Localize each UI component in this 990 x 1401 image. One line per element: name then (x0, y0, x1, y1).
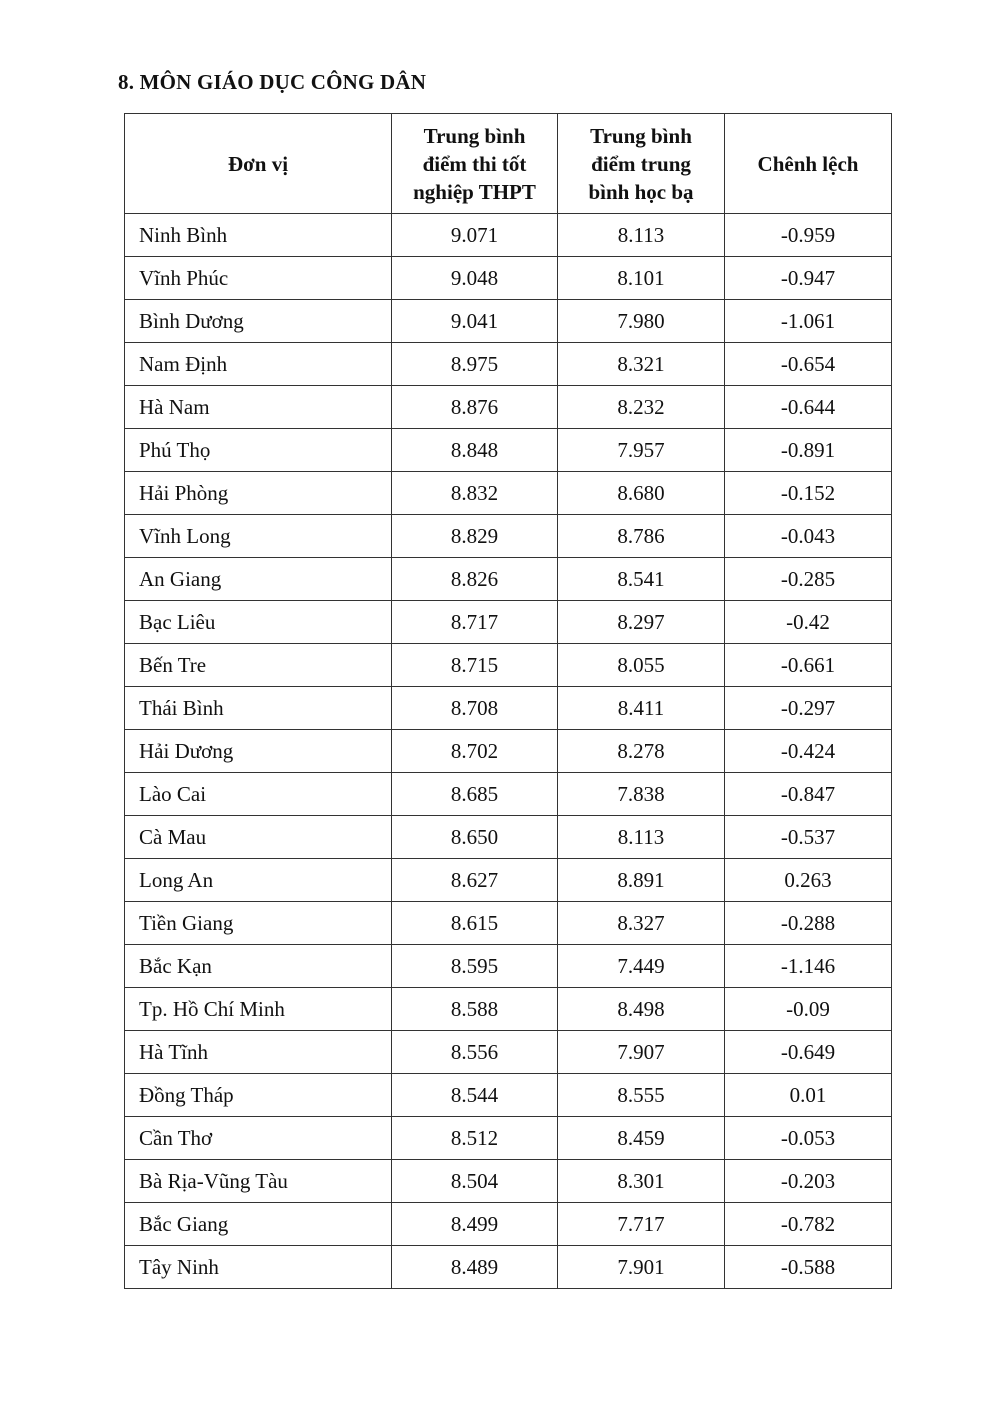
header-exam-average (392, 114, 558, 214)
difference-cell: -0.152 (725, 472, 892, 515)
transcript-average-cell: 8.278 (558, 730, 725, 773)
difference-cell: -0.285 (725, 558, 892, 601)
unit-cell: Hải Phòng (125, 472, 392, 515)
unit-cell: An Giang (125, 558, 392, 601)
unit-cell: Bình Dương (125, 300, 392, 343)
unit-cell: Nam Định (125, 343, 392, 386)
table-row (125, 257, 892, 300)
table-row (125, 601, 892, 644)
table-row (125, 472, 892, 515)
table-row (125, 343, 892, 386)
table-row (125, 558, 892, 601)
exam-average-cell: 8.829 (392, 515, 558, 558)
table-row (125, 945, 892, 988)
header-transcript-average (558, 114, 725, 214)
exam-average-cell: 8.627 (392, 859, 558, 902)
exam-average-cell: 8.650 (392, 816, 558, 859)
difference-cell: -0.424 (725, 730, 892, 773)
header-transcript-line-3: bình học bạ (588, 179, 694, 204)
transcript-average-cell: 8.301 (558, 1160, 725, 1203)
transcript-average-cell: 8.680 (558, 472, 725, 515)
unit-cell: Hải Dương (125, 730, 392, 773)
header-difference (725, 114, 892, 214)
transcript-average-cell: 8.786 (558, 515, 725, 558)
header-transcript-line-1: Trung bình (590, 123, 692, 148)
table-row (125, 300, 892, 343)
difference-cell: -0.959 (725, 214, 892, 257)
transcript-average-cell: 8.101 (558, 257, 725, 300)
difference-cell: -0.288 (725, 902, 892, 945)
unit-cell: Hà Tĩnh (125, 1031, 392, 1074)
exam-average-cell: 9.071 (392, 214, 558, 257)
table-row (125, 1246, 892, 1289)
section-title: 8. MÔN GIÁO DỤC CÔNG DÂN (118, 70, 427, 94)
unit-cell: Cần Thơ (125, 1117, 392, 1160)
unit-cell: Tp. Hồ Chí Minh (125, 988, 392, 1031)
unit-cell: Vĩnh Long (125, 515, 392, 558)
header-exam-line-2: điểm thi tốt (422, 151, 527, 176)
table-row (125, 644, 892, 687)
table-row (125, 1203, 892, 1246)
transcript-average-cell: 7.980 (558, 300, 725, 343)
exam-average-cell: 8.975 (392, 343, 558, 386)
table-row (125, 859, 892, 902)
table-row (125, 902, 892, 945)
exam-average-cell: 8.595 (392, 945, 558, 988)
exam-average-cell: 8.544 (392, 1074, 558, 1117)
difference-cell: -1.061 (725, 300, 892, 343)
difference-cell: -0.203 (725, 1160, 892, 1203)
transcript-average-cell: 7.717 (558, 1203, 725, 1246)
unit-cell: Bến Tre (125, 644, 392, 687)
unit-cell: Hà Nam (125, 386, 392, 429)
transcript-average-cell: 8.327 (558, 902, 725, 945)
unit-cell: Bắc Giang (125, 1203, 392, 1246)
header-unit-line: Đơn vị (227, 151, 289, 176)
transcript-average-cell: 8.232 (558, 386, 725, 429)
exam-average-cell: 8.708 (392, 687, 558, 730)
table-row (125, 214, 892, 257)
exam-average-cell: 8.832 (392, 472, 558, 515)
unit-cell: Bắc Kạn (125, 945, 392, 988)
difference-cell: -0.043 (725, 515, 892, 558)
exam-average-cell: 8.715 (392, 644, 558, 687)
transcript-average-cell: 8.555 (558, 1074, 725, 1117)
header-difference-line: Chênh lệch (757, 151, 859, 176)
difference-cell: -0.42 (725, 601, 892, 644)
transcript-average-cell: 7.838 (558, 773, 725, 816)
exam-average-cell: 8.588 (392, 988, 558, 1031)
difference-cell: -0.654 (725, 343, 892, 386)
table-row (125, 730, 892, 773)
table-row (125, 687, 892, 730)
table-body (125, 214, 892, 1289)
exam-average-cell: 8.499 (392, 1203, 558, 1246)
unit-cell: Cà Mau (125, 816, 392, 859)
difference-cell: -0.053 (725, 1117, 892, 1160)
transcript-average-cell: 7.907 (558, 1031, 725, 1074)
difference-cell: -0.09 (725, 988, 892, 1031)
unit-cell: Bạc Liêu (125, 601, 392, 644)
unit-cell: Tiền Giang (125, 902, 392, 945)
exam-average-cell: 8.685 (392, 773, 558, 816)
transcript-average-cell: 7.901 (558, 1246, 725, 1289)
exam-average-cell: 8.489 (392, 1246, 558, 1289)
table-row (125, 1160, 892, 1203)
header-row (125, 114, 892, 214)
transcript-average-cell: 8.459 (558, 1117, 725, 1160)
table-row (125, 386, 892, 429)
difference-cell: -0.947 (725, 257, 892, 300)
transcript-average-cell: 8.113 (558, 214, 725, 257)
transcript-average-cell: 8.113 (558, 816, 725, 859)
difference-cell: 0.263 (725, 859, 892, 902)
difference-cell: -0.297 (725, 687, 892, 730)
difference-cell: -0.782 (725, 1203, 892, 1246)
exam-average-cell: 8.615 (392, 902, 558, 945)
exam-average-cell: 8.876 (392, 386, 558, 429)
exam-average-cell: 8.504 (392, 1160, 558, 1203)
transcript-average-cell: 8.321 (558, 343, 725, 386)
score-table (124, 113, 892, 1289)
difference-cell: -1.146 (725, 945, 892, 988)
exam-average-cell: 8.556 (392, 1031, 558, 1074)
unit-cell: Tây Ninh (125, 1246, 392, 1289)
unit-cell: Ninh Bình (125, 214, 392, 257)
difference-cell: -0.891 (725, 429, 892, 472)
transcript-average-cell: 8.498 (558, 988, 725, 1031)
table-row (125, 429, 892, 472)
unit-cell: Đồng Tháp (125, 1074, 392, 1117)
table-row (125, 1117, 892, 1160)
table-row (125, 816, 892, 859)
header-transcript-line-2: điểm trung (591, 151, 691, 176)
unit-cell: Thái Bình (125, 687, 392, 730)
exam-average-cell: 8.848 (392, 429, 558, 472)
unit-cell: Long An (125, 859, 392, 902)
unit-cell: Bà Rịa-Vũng Tàu (125, 1160, 392, 1203)
exam-average-cell: 8.512 (392, 1117, 558, 1160)
exam-average-cell: 8.702 (392, 730, 558, 773)
difference-cell: -0.644 (725, 386, 892, 429)
difference-cell: -0.847 (725, 773, 892, 816)
unit-cell: Phú Thọ (125, 429, 392, 472)
difference-cell: -0.649 (725, 1031, 892, 1074)
table-row (125, 1031, 892, 1074)
difference-cell: -0.537 (725, 816, 892, 859)
header-exam-line-3: nghiệp THPT (413, 179, 536, 204)
table-row (125, 773, 892, 816)
transcript-average-cell: 7.449 (558, 945, 725, 988)
transcript-average-cell: 7.957 (558, 429, 725, 472)
table-row (125, 988, 892, 1031)
transcript-average-cell: 8.055 (558, 644, 725, 687)
unit-cell: Vĩnh Phúc (125, 257, 392, 300)
table-row (125, 1074, 892, 1117)
header-unit (125, 114, 392, 214)
exam-average-cell: 9.048 (392, 257, 558, 300)
transcript-average-cell: 8.541 (558, 558, 725, 601)
table-row (125, 515, 892, 558)
exam-average-cell: 8.717 (392, 601, 558, 644)
difference-cell: 0.01 (725, 1074, 892, 1117)
header-exam-line-1: Trung bình (423, 123, 526, 148)
difference-cell: -0.661 (725, 644, 892, 687)
exam-average-cell: 8.826 (392, 558, 558, 601)
exam-average-cell: 9.041 (392, 300, 558, 343)
transcript-average-cell: 8.411 (558, 687, 725, 730)
transcript-average-cell: 8.891 (558, 859, 725, 902)
unit-cell: Lào Cai (125, 773, 392, 816)
transcript-average-cell: 8.297 (558, 601, 725, 644)
difference-cell: -0.588 (725, 1246, 892, 1289)
